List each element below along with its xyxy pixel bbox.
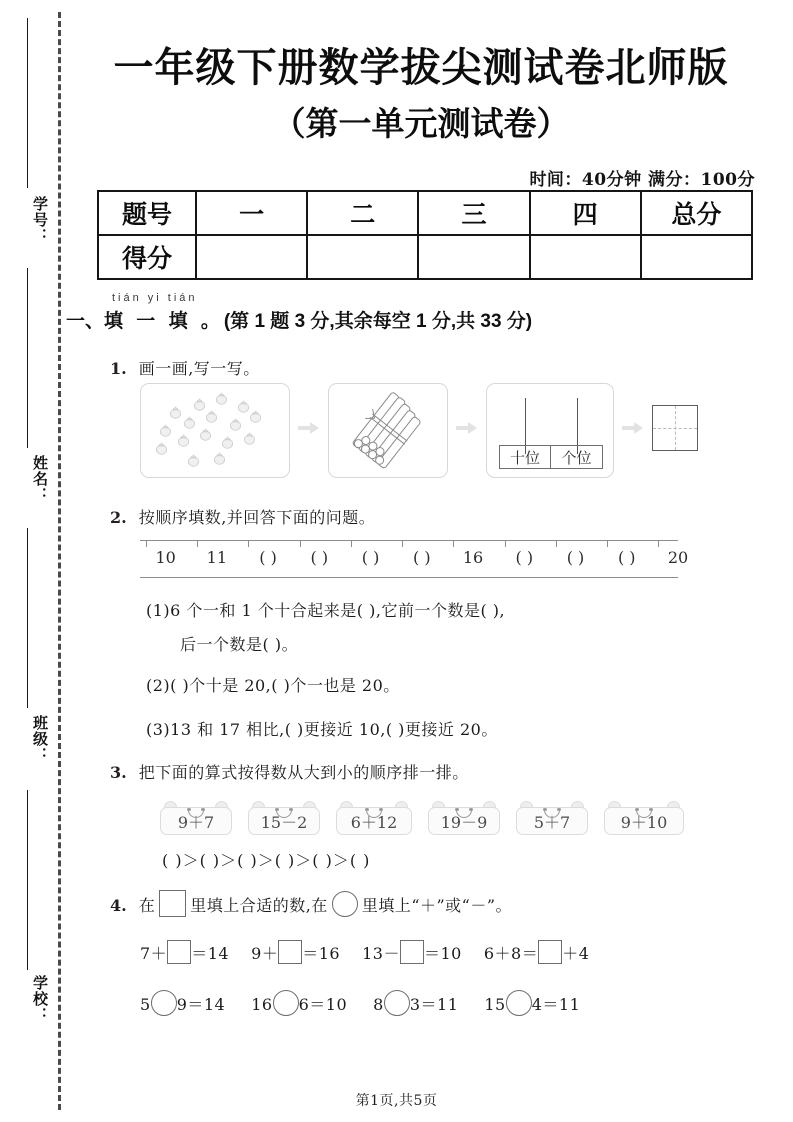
number-line-tick [146,540,147,547]
equation-right: ＋4 [562,944,590,963]
equation-left: 8 [373,995,384,1014]
question-4-text-b: 里填上合适的数,在 [190,896,328,915]
number-line-blank[interactable]: ( ) [310,548,329,567]
equation-with-box [251,944,340,963]
question-1-number: 1. [110,359,127,378]
answer-circle[interactable] [151,990,177,1016]
number-line-tick [453,540,454,547]
equation-left: 13－ [362,944,400,963]
formula-card-label: 5＋7 [516,807,588,835]
equation-with-box [140,944,229,963]
arrow-icon [298,421,320,435]
number-line-tick [248,540,249,547]
question-3-answer-line[interactable]: ( )＞( )＞( )＞( )＞( )＞( ) [162,851,371,870]
score-cell-total[interactable] [641,235,752,279]
section-pinyin: tián yi tián [112,292,198,304]
arrow-icon [622,421,644,435]
equation-left: 7＋ [140,944,168,963]
answer-circle[interactable] [506,990,532,1016]
answer-box[interactable] [278,940,302,964]
strawberry-panel [140,383,290,478]
equation-left: 15 [484,995,506,1014]
margin-label-name: 姓名： [31,455,48,503]
strawberry-icon [169,406,182,419]
margin-label-school: 学校： [31,975,48,1023]
section-points: (第 1 题 3 分,其余每空 1 分,共 33 分) [223,311,533,332]
question-2-sub-1: (1)6 个一和 1 个十合起来是( ),它前一个数是( ), [146,601,506,620]
equation-with-circle [251,995,347,1014]
equation-right: ＝14 [191,944,230,963]
number-line-blank[interactable]: ( ) [361,548,380,567]
table-row [98,235,752,279]
margin-strip [0,0,62,1122]
section-title [66,306,532,333]
equation-right: 9＝14 [176,995,226,1014]
formula-card-label: 15－2 [248,807,320,835]
question-2-number: 2. [110,508,127,527]
question-2-sub-3: (3)13 和 17 相比,( )更接近 10,( )更接近 20。 [146,720,498,739]
number-line-top-rule [140,540,678,541]
equation-left: 9＋ [251,944,279,963]
margin-label-class: 班级： [31,715,48,763]
answer-box[interactable] [167,940,191,964]
formula-card-label: 9＋7 [160,807,232,835]
page-subtitle: （第一单元测试卷） [272,104,570,143]
stick-bundle-icon [329,384,449,479]
equation-right: 3＝11 [409,995,459,1014]
answer-box[interactable] [538,940,562,964]
equation-with-circle [373,995,458,1014]
score-table-col-4: 四 [530,191,641,235]
score-table [97,190,753,280]
strawberry-icon [229,418,242,431]
number-line-blank[interactable]: ( ) [617,548,636,567]
tianzige-box[interactable] [652,405,698,451]
strawberry-icon [205,410,218,423]
formula-card [604,801,684,835]
number-line-blank[interactable]: ( ) [566,548,585,567]
question-2-sub-1-cont: 后一个数是( )。 [180,635,299,654]
number-line-tick [351,540,352,547]
formula-card-label: 9＋10 [604,807,684,835]
strawberry-icon [215,392,228,405]
number-line-tick [556,540,557,547]
score-cell-3[interactable] [418,235,529,279]
equation-right: ＝16 [302,944,341,963]
place-value-cells [499,445,603,469]
number-line [140,540,689,578]
strawberry-icon [187,454,200,467]
question-4-number: 4. [110,896,127,915]
page-title: 一年级下册数学拔尖测试卷北师版 [113,44,729,91]
question-3-text: 把下面的算式按得数从大到小的顺序排一排。 [138,763,469,782]
number-line-tick [658,540,659,547]
number-line-blank[interactable]: ( ) [259,548,277,567]
number-line-tick [607,540,608,547]
score-table-col-total: 总分 [641,191,752,235]
tear-dashed-line [58,12,61,1110]
arrow-icon [456,421,478,435]
question-4-text-a: 在 [138,896,156,915]
number-line-tick [300,540,301,547]
number-line-tick [197,540,198,547]
strawberry-icon [155,442,168,455]
number-line-label: 11 [206,548,228,567]
question-3-number: 3. [110,763,127,782]
answer-circle[interactable] [332,891,358,917]
table-row [98,191,752,235]
question-1-text: 画一画,写一写。 [138,359,260,378]
formula-card [336,801,412,835]
question-2-header [110,505,375,528]
question-1-header [110,356,260,379]
answer-circle[interactable] [384,990,410,1016]
number-line-label: 16 [462,548,484,567]
section-name: 填 一 填 。 [104,311,224,332]
page-footer: 第1页,共5页 [355,1093,438,1109]
stick-bundle-panel [328,383,448,478]
strawberry-icon [199,428,212,441]
question-4-row-boxes [140,940,611,964]
formula-card-label: 6＋12 [336,807,412,835]
strawberry-icon [249,410,262,423]
margin-divider [27,18,28,188]
margin-label-student-id: 学号： [31,196,48,244]
equation-left: 6＋8＝ [483,944,539,963]
equation-right: 6＝10 [298,995,348,1014]
question-4-header [110,890,512,917]
score-table-col-3: 三 [418,191,529,235]
strawberry-icon [159,424,172,437]
question-1-illustrations [140,383,700,478]
equation-with-box [362,944,462,963]
strawberry-icon [221,436,234,449]
strawberry-icon [177,434,190,447]
equation-right: ＝10 [424,944,462,963]
number-line-label: 20 [667,548,689,567]
margin-divider [27,790,28,970]
question-4-text-c: 里填上“＋”或“－”。 [361,896,513,915]
question-3-header [110,760,469,783]
number-line-blank[interactable]: ( ) [413,548,431,567]
margin-divider [27,268,28,448]
strawberry-icon [243,432,256,445]
section-index: 一、 [66,311,105,332]
answer-box[interactable] [159,890,186,917]
answer-box[interactable] [400,940,424,964]
place-value-cell-ones: 个位 [551,445,603,469]
place-value-cell-tens: 十位 [499,445,551,469]
equation-left: 5 [140,995,151,1014]
formula-card-label: 19－9 [428,807,500,835]
score-table-col-1: 一 [196,191,307,235]
formula-card [248,801,320,835]
score-table-col-2: 二 [307,191,418,235]
number-line-label: 10 [155,548,176,567]
formula-card [428,801,500,835]
score-table-row-header: 得分 [98,235,196,279]
equation-left: 16 [251,995,273,1014]
number-line-tick [402,540,403,547]
number-line-blank[interactable]: ( ) [515,548,534,567]
question-2-text: 按顺序填数,并回答下面的问题。 [138,508,376,527]
score-cell-2[interactable] [307,235,418,279]
formula-card [160,801,232,835]
question-4-row-circles [140,990,606,1016]
margin-divider [27,528,28,708]
equation-with-circle [484,995,580,1014]
place-value-panel [486,383,614,478]
score-cell-1[interactable] [196,235,307,279]
strawberry-icon [213,452,226,465]
exam-meta: 时间：40分钟 满分：100分 [529,170,755,190]
number-line-tick [505,540,506,547]
number-line-bottom-rule [140,577,678,578]
question-2-sub-2: (2)( )个十是 20,( )个一也是 20。 [146,676,400,695]
equation-with-box [484,944,590,963]
score-cell-4[interactable] [530,235,641,279]
score-table-row-header: 题号 [98,191,196,235]
formula-card [516,801,588,835]
equation-right: 4＝11 [531,995,581,1014]
equation-with-circle [140,995,225,1014]
question-3-cards [160,795,680,839]
strawberry-icon [183,416,196,429]
answer-circle[interactable] [273,990,299,1016]
